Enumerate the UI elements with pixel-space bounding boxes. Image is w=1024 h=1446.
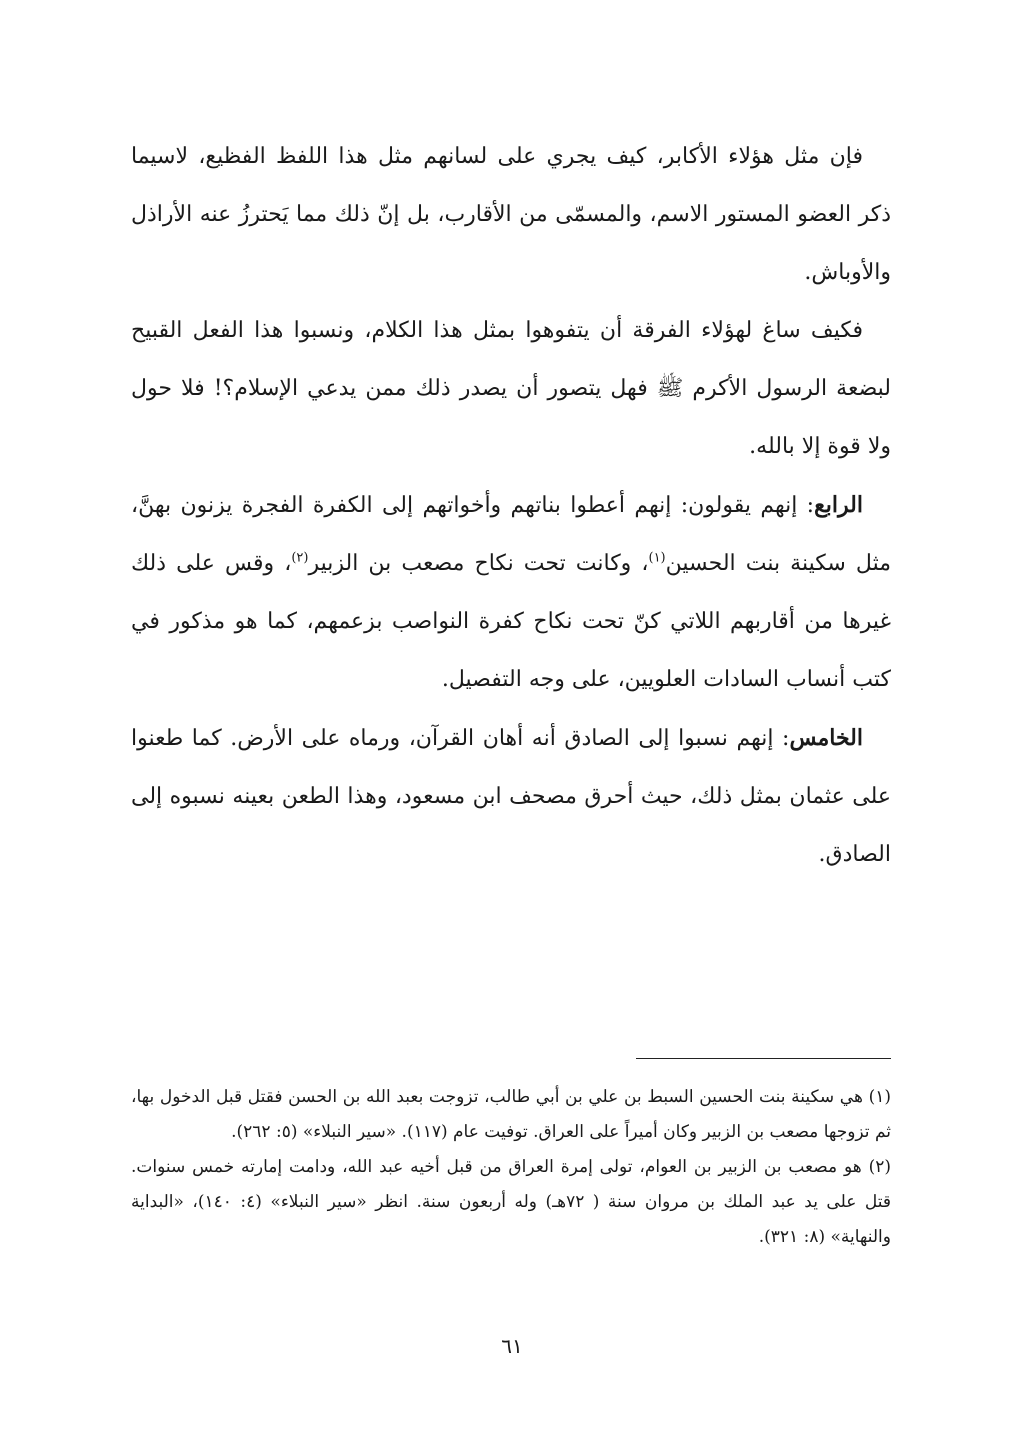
paragraph-4 [131, 709, 891, 884]
paragraph-1: فإن مثل هؤلاء الأكابر، كيف يجري على لسانهم مثل هذا اللفظ الفظيع، لاسيما ذكر العضو المستور الاسم، والمسمّى من الأقارب، بل إنّ ذلك مما يَحترزُ عنه الأراذل والأوباش. [131, 144, 891, 285]
footnote-1: (١) هي سكينة بنت الحسين السبط بن علي بن أبي طالب، تزوجت بعبد الله بن الحسن فقتل قبل الدخول بها، ثم تزوجها مصعب بن الزبير وكان أميراً على العراق. توفيت عام (١١٧). «سير النبلاء» (٥: ٢٦٢). [131, 1087, 891, 1142]
paragraph-2: فكيف ساغ لهؤلاء الفرقة أن يتفوهوا بمثل هذا الكلام، ونسبوا هذا الفعل القبيح لبضعة الرسول الأكرم ﷺ فهل يتصور أن يصدر ذلك ممن يدعي الإسلام؟! فلا حول ولا قوة إلا بالله. [131, 318, 891, 459]
paragraph-3-text-b: ، وكانت تحت نكاح مصعب بن الزبير [308, 551, 649, 576]
paragraph-4-text: : إنهم نسبوا إلى الصادق أنه أهان القرآن، ورماه على الأرض. كما طعنوا على عثمان بمثل ذلك، حيث أحرق مصحف ابن مسعود، وهذا الطعن بعينه نسبوه إلى الصادق. [131, 726, 891, 867]
paragraph-3 [131, 476, 891, 709]
footnote-ref-2[interactable]: (٢) [291, 550, 309, 566]
footnote-2: (٢) هو مصعب بن الزبير بن العوام، تولى إمرة العراق من قبل أخيه عبد الله، ودامت إمارته خمس سنوات. قتل على يد عبد الملك بن مروان سنة ( ٧٢هـ) وله أربعون سنة. انظر «سير النبلاء» (٤: ١٤٠)، «البداية والنهاية» (٨: ٣٢١). [131, 1157, 891, 1247]
heading-term-fourth: الرابع [814, 492, 863, 518]
main-text [131, 128, 891, 884]
footnote-ref-1[interactable]: (١) [648, 550, 666, 566]
page-number: ٦١ [501, 1334, 523, 1358]
footnote-divider [636, 1058, 891, 1059]
footnotes [131, 1080, 891, 1255]
heading-term-fifth: الخامس [789, 725, 863, 751]
paragraph-3-text-c: ، وقس على ذلك غيرها من أقاربهم اللاتي كنّ تحت نكاح كفرة النواصب بزعمهم، كما هو مذكور في كتب أنساب السادات العلويين، على وجه التفصيل. [131, 551, 891, 692]
paragraph-3-text-a: : إنهم يقولون: إنهم أعطوا بناتهم وأخواتهم إلى الكفرة الفجرة يزنون بهنَّ، مثل سكينة بنت الحسين [131, 493, 891, 576]
